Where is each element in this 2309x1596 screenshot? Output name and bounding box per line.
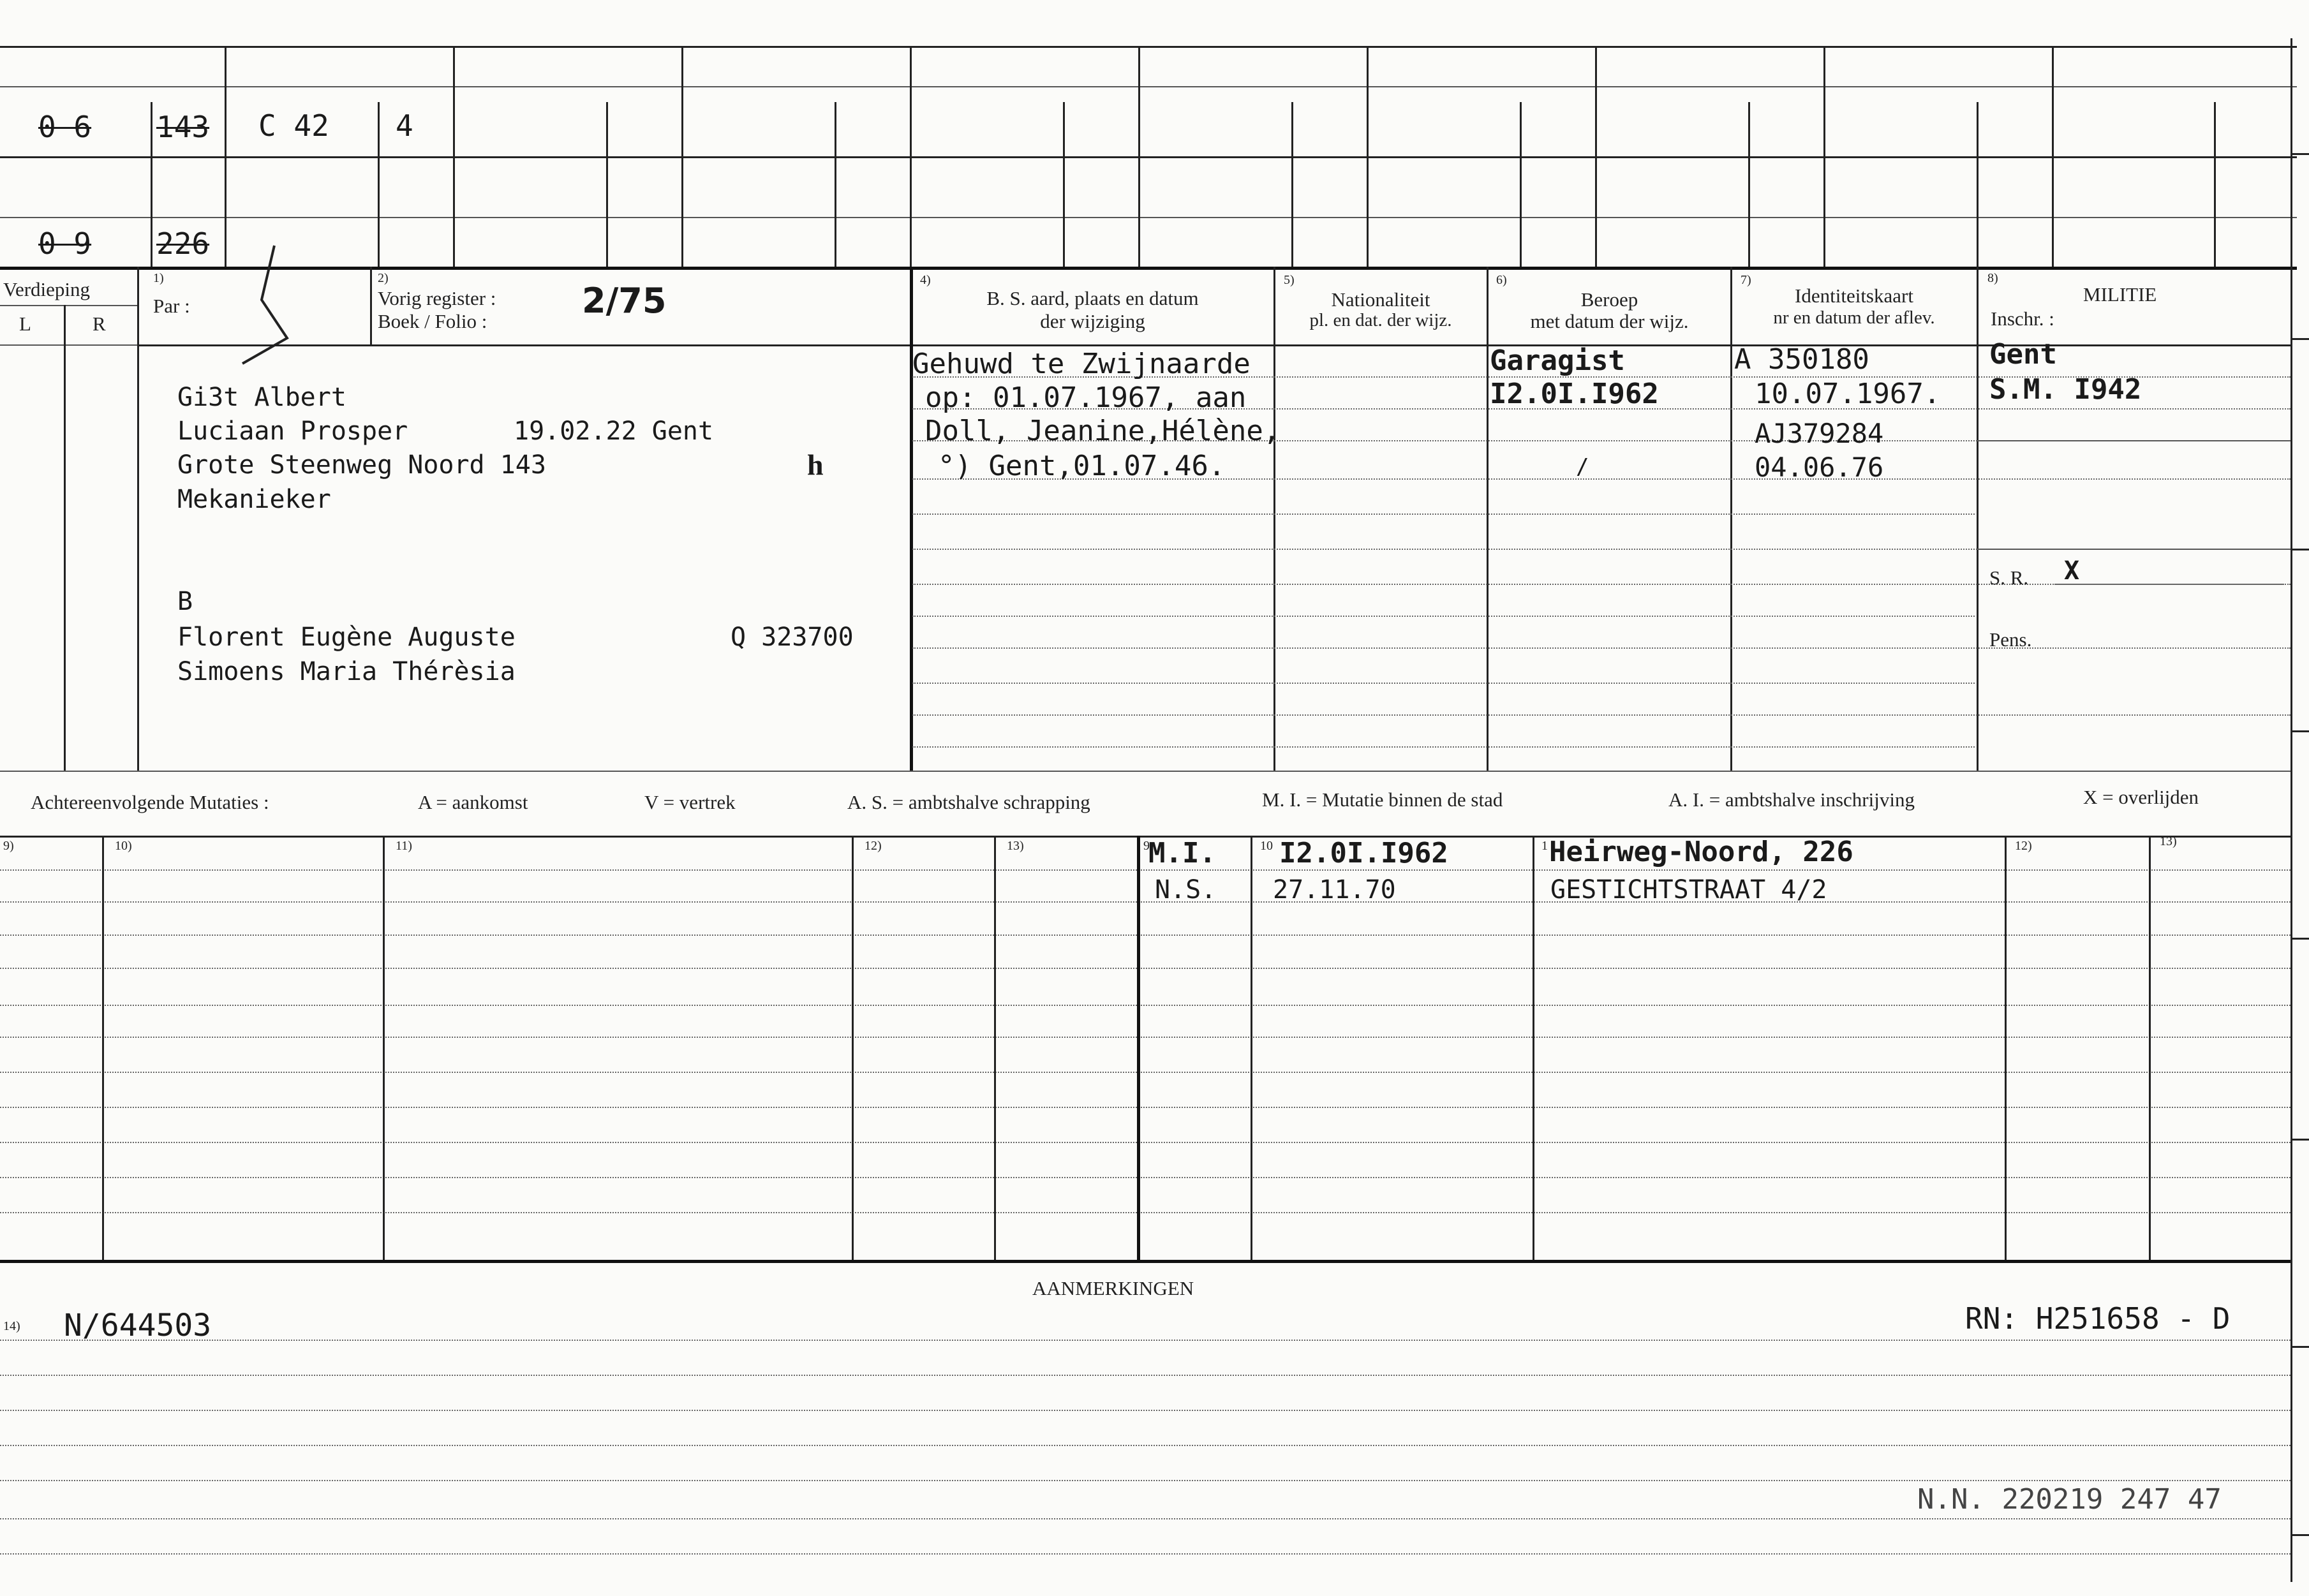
- rule: [1977, 267, 1979, 771]
- rule: [1063, 102, 1065, 267]
- r-label: R: [93, 313, 106, 335]
- rule: [2290, 38, 2292, 1582]
- rule: [0, 1410, 2290, 1411]
- rule: [1520, 102, 1522, 267]
- beroep-entry-3: /: [1576, 454, 1589, 480]
- pens-label: Pens.: [1989, 628, 2032, 651]
- rule: [910, 46, 912, 267]
- rule: [0, 1005, 2290, 1006]
- col-10b: 10: [1260, 839, 1273, 853]
- rule: [0, 869, 2290, 871]
- col-9: 9): [3, 839, 14, 853]
- rule: [0, 344, 137, 346]
- note-8: 8): [1987, 271, 1998, 285]
- militie-entry-2: S.M. I942: [1989, 373, 2142, 406]
- note-14: 14): [3, 1319, 20, 1333]
- legend-ai: A. I. = ambtshalve inschrijving: [1668, 788, 1915, 811]
- rule: [64, 305, 66, 771]
- rule: [0, 836, 2290, 838]
- rule: [912, 714, 2290, 716]
- mutation-1-address: Heirweg-Noord, 226: [1549, 836, 1853, 868]
- par-label: Par :: [153, 295, 190, 317]
- rule: [1977, 440, 2290, 441]
- rule: [0, 1260, 2290, 1263]
- rule: [370, 267, 372, 344]
- rule: [151, 102, 152, 267]
- sr-label: S. R.: [1989, 566, 2029, 589]
- rule: [2290, 1139, 2309, 1141]
- rule: [681, 46, 683, 267]
- rule: [1730, 267, 1732, 771]
- nat-header-1: Nationaliteit: [1331, 288, 1430, 311]
- code-c42: C 42: [258, 108, 329, 143]
- rule: [910, 267, 913, 771]
- rule: [0, 1037, 2290, 1038]
- militie-label: MILITIE: [2083, 283, 2157, 306]
- col-11b: 1: [1541, 839, 1548, 853]
- rule: [378, 102, 380, 267]
- rule: [0, 1445, 2290, 1446]
- rule: [852, 836, 854, 1260]
- old-code-3: 0 9: [38, 226, 92, 261]
- beroep-entry-1: Garagist: [1490, 344, 1625, 377]
- nat-header-2: pl. en dat. der wijz.: [1309, 310, 1452, 330]
- rule: [2290, 938, 2309, 940]
- rule: [994, 836, 996, 1260]
- person-occupation: Mekanieker: [177, 485, 331, 514]
- bs-entry-2: op: 01.07.1967, aan: [925, 381, 1247, 414]
- rule: [0, 1177, 2290, 1178]
- beroep-header-1: Beroep: [1580, 288, 1638, 311]
- inschr-label: Inschr. :: [1991, 307, 2054, 330]
- rule: [1367, 46, 1369, 267]
- rule: [835, 102, 836, 267]
- bs-entry-1: Gehuwd te Zwijnaarde: [912, 348, 1251, 380]
- old-code-1: 0 6: [38, 110, 92, 144]
- person-b: B: [177, 587, 193, 616]
- rule: [912, 647, 2290, 649]
- rule: [912, 683, 1975, 684]
- legend-as: A. S. = ambtshalve schrapping: [847, 791, 1090, 813]
- rule: [0, 1212, 2290, 1213]
- mutation-2-type: N.S.: [1155, 875, 1217, 905]
- legend-x: X = overlijden: [2083, 786, 2199, 808]
- person-father: Florent Eugène Auguste: [177, 623, 516, 652]
- id-header-2: nr en datum der aflev.: [1773, 307, 1935, 328]
- col-9b: 9: [1143, 839, 1150, 853]
- legend-title: Achtereenvolgende Mutaties :: [31, 791, 269, 813]
- rule: [225, 46, 226, 267]
- bs-entry-3: Doll, Jeanine,Hélène,: [925, 415, 1281, 447]
- remarks-nn: N.N. 220219 247 47: [1917, 1483, 2222, 1516]
- boek-folio-label: Boek / Folio :: [378, 310, 487, 332]
- bs-header-2: der wijziging: [1040, 310, 1145, 332]
- rule: [2005, 836, 2007, 1260]
- rule: [1273, 267, 1275, 771]
- old-code-2: 143: [156, 110, 210, 144]
- remarks-reference: N/644503: [64, 1308, 212, 1343]
- rule: [2290, 549, 2309, 550]
- rule: [2290, 153, 2309, 155]
- rule: [0, 1072, 2290, 1073]
- bs-header-1: B. S. aard, plaats en datum: [986, 287, 1199, 309]
- bs-entry-4: °) Gent,01.07.46.: [938, 450, 1226, 482]
- rule: [1595, 46, 1597, 267]
- note-1: 1): [153, 271, 164, 285]
- rule: [137, 267, 139, 771]
- rule: [0, 267, 2297, 270]
- person-mother: Simoens Maria Thérèsia: [177, 657, 516, 686]
- rule: [912, 514, 1975, 515]
- rule: [912, 616, 1975, 617]
- rule: [453, 46, 455, 267]
- rule: [2054, 584, 2284, 585]
- rule: [2290, 1346, 2309, 1348]
- vorig-register-label: Vorig register :: [378, 287, 496, 309]
- rule: [383, 836, 385, 1260]
- rule: [137, 344, 2290, 346]
- rule: [0, 1340, 2290, 1341]
- remarks-title: AANMERKINGEN: [1032, 1277, 1194, 1299]
- rule: [1748, 102, 1750, 267]
- rule: [1487, 267, 1489, 771]
- l-label: L: [19, 313, 31, 335]
- rule: [2290, 730, 2309, 732]
- rule: [0, 156, 2297, 158]
- mutation-2-address: GESTICHTSTRAAT 4/2: [1550, 875, 1827, 905]
- person-name: Luciaan Prosper: [177, 417, 408, 446]
- rule: [2290, 338, 2309, 340]
- rule: [0, 771, 2290, 772]
- sr-value: X: [2064, 556, 2080, 586]
- person-address: Grote Steenweg Noord 143: [177, 450, 546, 480]
- rule: [0, 901, 2290, 903]
- id-entry-3: AJ379284: [1755, 418, 1884, 449]
- rule: [0, 935, 2290, 936]
- rule: [0, 1480, 2290, 1481]
- rule: [0, 217, 2297, 218]
- rule: [1291, 102, 1293, 267]
- note-6: 6): [1496, 273, 1507, 287]
- rule: [1251, 836, 1252, 1260]
- col-10: 10): [115, 839, 132, 853]
- legend-mi: M. I. = Mutatie binnen de stad: [1262, 788, 1503, 811]
- person-birth: 19.02.22 Gent: [514, 417, 714, 446]
- beroep-entry-2: I2.0I.I962: [1490, 378, 1659, 410]
- rule: [1823, 46, 1825, 267]
- rule: [0, 305, 137, 306]
- rule: [0, 86, 2297, 87]
- old-code-4: 226: [156, 226, 210, 261]
- beroep-header-2: met datum der wijz.: [1530, 310, 1689, 332]
- col-11: 11): [396, 839, 412, 853]
- note-2: 2): [378, 271, 389, 285]
- mutation-1-date: I2.0I.I962: [1279, 837, 1448, 869]
- militie-entry-1: Gent: [1989, 338, 2057, 371]
- note-7: 7): [1741, 273, 1751, 287]
- rule: [0, 968, 2290, 969]
- col-12b: 12): [2015, 839, 2032, 853]
- rule: [1137, 836, 1140, 1260]
- mutation-1-type: M.I.: [1148, 837, 1216, 869]
- rule: [2214, 102, 2216, 267]
- note-4: 4): [920, 273, 931, 287]
- rule: [1138, 46, 1140, 267]
- rule: [0, 1107, 2290, 1108]
- mutation-2-date: 27.11.70: [1273, 875, 1396, 905]
- rule: [0, 1518, 2290, 1519]
- code-4: 4: [396, 108, 413, 143]
- rule: [1533, 836, 1534, 1260]
- rule: [1977, 549, 2290, 550]
- id-entry-4: 04.06.76: [1755, 452, 1884, 483]
- rule: [102, 836, 104, 1260]
- vorig-register-value: 2/75: [582, 281, 667, 321]
- col-12: 12): [865, 839, 882, 853]
- rule: [1977, 102, 1979, 267]
- rule: [2052, 46, 2054, 267]
- person-line-1: Gi3t Albert: [177, 383, 346, 412]
- person-mark: h: [807, 448, 824, 481]
- legend-v: V = vertrek: [644, 791, 736, 813]
- remarks-rn: RN: H251658 - D: [1965, 1301, 2231, 1336]
- rule: [2149, 836, 2151, 1260]
- rule: [606, 102, 608, 267]
- col-13b: 13): [2160, 834, 2177, 848]
- rule: [0, 1375, 2290, 1376]
- rule: [0, 46, 2297, 48]
- handwritten-mark-icon: [230, 242, 306, 370]
- id-entry-2: 10.07.1967.: [1755, 378, 1941, 410]
- rule: [2290, 1534, 2309, 1536]
- legend-a: A = aankomst: [418, 791, 528, 813]
- rule: [0, 1142, 2290, 1143]
- rule: [0, 1553, 2290, 1555]
- verdieping-label: Verdieping: [3, 278, 91, 300]
- id-header-1: Identiteitskaart: [1795, 284, 1913, 307]
- id-entry-1: A 350180: [1734, 343, 1869, 376]
- person-code: Q 323700: [731, 623, 854, 652]
- note-5: 5): [1284, 273, 1295, 287]
- col-13: 13): [1007, 839, 1024, 853]
- rule: [912, 746, 1975, 748]
